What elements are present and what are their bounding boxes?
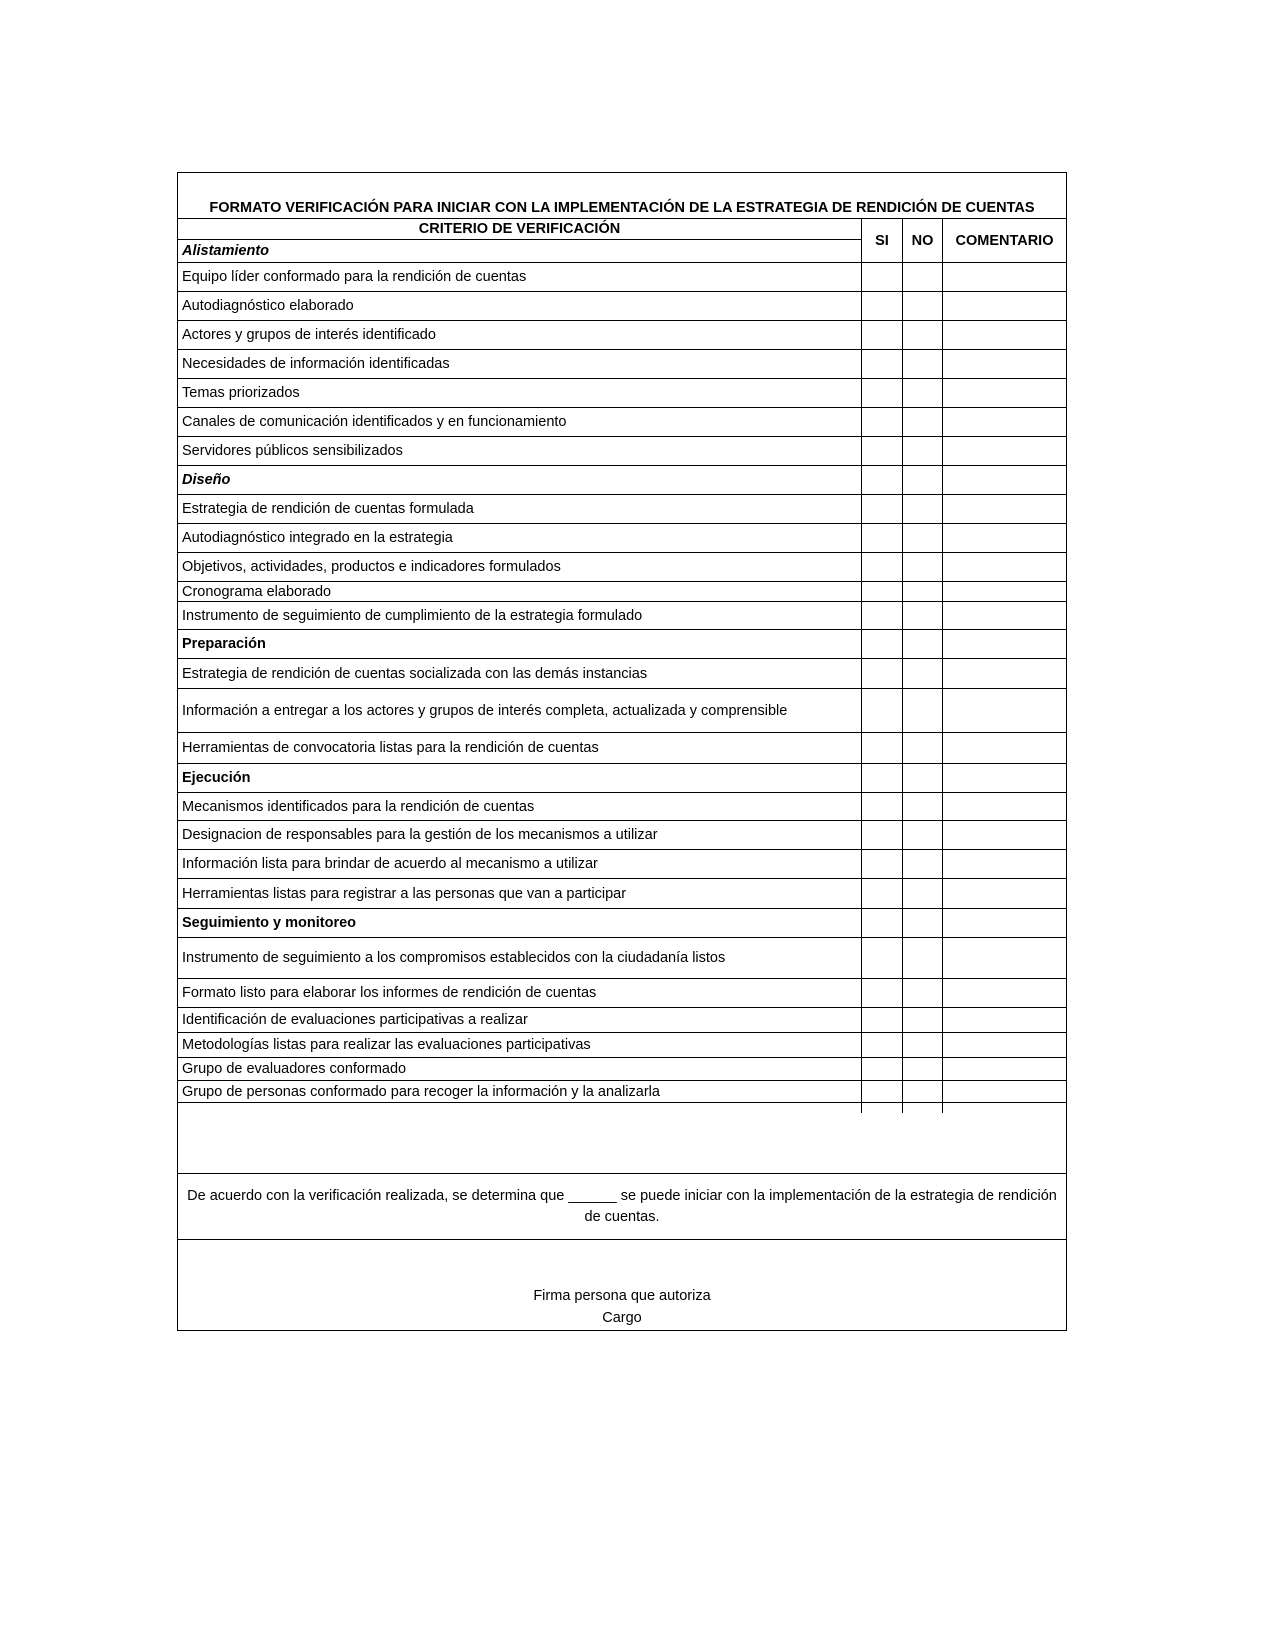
no-checkbox-cell[interactable]	[902, 1033, 942, 1057]
section-alistamiento: Alistamiento	[182, 243, 270, 259]
criterio-cell: Cronograma elaborado	[182, 583, 332, 600]
section-label: Preparación	[182, 636, 266, 652]
criteria-rows	[178, 262, 1066, 1113]
si-checkbox-cell[interactable]	[861, 1103, 902, 1113]
si-checkbox-cell[interactable]	[861, 263, 902, 291]
table-row	[178, 978, 1066, 1007]
table-row	[178, 658, 1066, 688]
criterio-cell: Autodiagnóstico elaborado	[182, 298, 354, 314]
si-checkbox-cell[interactable]	[861, 979, 902, 1007]
table-row	[178, 878, 1066, 908]
comentario-cell[interactable]	[942, 1081, 1066, 1102]
comentario-cell[interactable]	[942, 1008, 1066, 1032]
comentario-cell[interactable]	[942, 733, 1066, 763]
si-column-header: SI	[861, 219, 902, 262]
criterio-cell: Necesidades de información identificadas	[182, 356, 450, 372]
no-column-header: NO	[902, 219, 942, 262]
si-checkbox-cell[interactable]	[861, 379, 902, 407]
no-checkbox-cell[interactable]	[902, 553, 942, 581]
si-checkbox-cell[interactable]	[861, 437, 902, 465]
si-checkbox-cell[interactable]	[861, 879, 902, 908]
section-row	[178, 629, 1066, 658]
si-checkbox-cell[interactable]	[861, 1008, 902, 1032]
no-checkbox-cell[interactable]	[902, 821, 942, 849]
si-checkbox-cell[interactable]	[861, 938, 902, 978]
no-checkbox-cell[interactable]	[902, 733, 942, 763]
si-checkbox-cell[interactable]	[861, 821, 902, 849]
comentario-cell[interactable]	[942, 979, 1066, 1007]
no-checkbox-cell[interactable]	[902, 850, 942, 878]
si-checkbox-cell[interactable]	[861, 350, 902, 378]
criterio-cell: Información lista para brindar de acuerdo al mecanismo a utilizar	[182, 856, 598, 872]
no-checkbox-cell[interactable]	[902, 630, 942, 658]
criterio-cell: Canales de comunicación identificados y en funcionamiento	[182, 414, 567, 430]
table-row	[178, 523, 1066, 552]
si-checkbox-cell[interactable]	[861, 466, 902, 494]
no-checkbox-cell[interactable]	[902, 379, 942, 407]
no-checkbox-cell[interactable]	[902, 495, 942, 523]
si-checkbox-cell[interactable]	[861, 630, 902, 658]
signature-line: Firma persona que autoriza	[533, 1288, 711, 1304]
section-label: Diseño	[182, 472, 231, 488]
criterio-cell: Autodiagnóstico integrado en la estrategia	[182, 530, 453, 546]
no-checkbox-cell[interactable]	[902, 1008, 942, 1032]
no-checkbox-cell[interactable]	[902, 292, 942, 320]
criterio-cell: Herramientas de convocatoria listas para la rendición de cuentas	[182, 740, 599, 756]
si-checkbox-cell[interactable]	[861, 524, 902, 552]
comentario-cell[interactable]	[942, 689, 1066, 732]
criterio-cell: Equipo líder conformado para la rendición de cuentas	[182, 269, 527, 285]
no-checkbox-cell[interactable]	[902, 659, 942, 688]
comentario-cell[interactable]	[942, 379, 1066, 407]
table-row	[178, 320, 1066, 349]
criterio-cell: Servidores públicos sensibilizados	[182, 443, 403, 459]
criterio-cell: Mecanismos identificados para la rendición de cuentas	[182, 798, 535, 815]
comentario-cell[interactable]	[942, 263, 1066, 291]
si-checkbox-cell[interactable]	[861, 850, 902, 878]
no-checkbox-cell[interactable]	[902, 350, 942, 378]
section-row	[178, 465, 1066, 494]
comentario-cell[interactable]	[942, 764, 1066, 792]
criterio-cell: Designacion de responsables para la gestión de los mecanismos a utilizar	[182, 827, 658, 843]
si-checkbox-cell[interactable]	[861, 689, 902, 732]
comentario-column-header: COMENTARIO	[942, 219, 1066, 262]
si-checkbox-cell[interactable]	[861, 793, 902, 820]
si-checkbox-cell[interactable]	[861, 659, 902, 688]
no-checkbox-cell[interactable]	[902, 263, 942, 291]
table-row	[178, 820, 1066, 849]
table-row	[178, 494, 1066, 523]
criterio-cell: Instrumento de seguimiento a los compromisos establecidos con la ciudadanía listos	[182, 950, 726, 966]
criterio-cell: Estrategia de rendición de cuentas socializada con las demás instancias	[182, 665, 648, 682]
si-checkbox-cell[interactable]	[861, 1058, 902, 1080]
criterio-cell: Instrumento de seguimiento de cumplimiento de la estrategia formulado	[182, 607, 643, 624]
si-checkbox-cell[interactable]	[861, 292, 902, 320]
comentario-cell[interactable]	[942, 582, 1066, 601]
comentario-cell[interactable]	[942, 408, 1066, 436]
criterio-cell: Temas priorizados	[182, 385, 300, 401]
table-row	[178, 792, 1066, 820]
criterio-cell: Identificación de evaluaciones participativas a realizar	[182, 1012, 528, 1028]
criterio-cell: Objetivos, actividades, productos e indicadores formulados	[182, 559, 561, 575]
comentario-cell[interactable]	[942, 630, 1066, 658]
section-label: Ejecución	[182, 770, 251, 786]
criterio-cell: Formato listo para elaborar los informes de rendición de cuentas	[182, 985, 597, 1001]
no-checkbox-cell[interactable]	[902, 437, 942, 465]
comentario-cell[interactable]	[942, 1058, 1066, 1080]
no-checkbox-cell[interactable]	[902, 909, 942, 937]
criterio-cell: Herramientas listas para registrar a las personas que van a participar	[182, 885, 627, 902]
signature-block	[178, 1285, 1066, 1329]
form-title: FORMATO VERIFICACIÓN PARA INICIAR CON LA IMPLEMENTACIÓN DE LA ESTRATEGIA DE RENDICIÓN DE CUENTAS	[178, 173, 1066, 219]
section-row	[178, 763, 1066, 792]
comentario-cell[interactable]	[942, 659, 1066, 688]
table-row	[178, 1057, 1066, 1080]
table-row	[178, 262, 1066, 291]
si-checkbox-cell[interactable]	[861, 321, 902, 349]
criterio-cell: Grupo de personas conformado para recoger la información y la analizarla	[182, 1083, 660, 1100]
comentario-cell[interactable]	[942, 350, 1066, 378]
no-checkbox-cell[interactable]	[902, 321, 942, 349]
comentario-cell[interactable]	[942, 793, 1066, 820]
si-checkbox-cell[interactable]	[861, 733, 902, 763]
verification-form	[177, 172, 1067, 1331]
conclusion-text: De acuerdo con la verificación realizada, se determina que ______ se puede iniciar con la implementación de la estrategia de rendición de cuentas.	[178, 1173, 1066, 1240]
criterio-cell: Grupo de evaluadores conformado	[182, 1061, 407, 1077]
comentario-cell[interactable]	[942, 938, 1066, 978]
comentario-cell[interactable]	[942, 437, 1066, 465]
section-row	[178, 908, 1066, 937]
no-checkbox-cell[interactable]	[902, 408, 942, 436]
si-checkbox-cell[interactable]	[861, 909, 902, 937]
table-row	[178, 378, 1066, 407]
table-row	[178, 601, 1066, 629]
comentario-cell[interactable]	[942, 909, 1066, 937]
no-checkbox-cell[interactable]	[902, 466, 942, 494]
table-row	[178, 407, 1066, 436]
table-row	[178, 1080, 1066, 1102]
table-row	[178, 688, 1066, 732]
table-row	[178, 552, 1066, 581]
section-label: Seguimiento y monitoreo	[182, 915, 357, 931]
no-checkbox-cell[interactable]	[902, 879, 942, 908]
si-checkbox-cell[interactable]	[861, 602, 902, 629]
si-checkbox-cell[interactable]	[861, 553, 902, 581]
comentario-cell[interactable]	[942, 1103, 1066, 1113]
no-checkbox-cell[interactable]	[902, 793, 942, 820]
comentario-cell[interactable]	[942, 292, 1066, 320]
no-checkbox-cell[interactable]	[902, 602, 942, 629]
no-checkbox-cell[interactable]	[902, 938, 942, 978]
signature-position: Cargo	[602, 1310, 642, 1326]
no-checkbox-cell[interactable]	[902, 1081, 942, 1102]
table-row	[178, 849, 1066, 878]
table-row	[178, 581, 1066, 601]
comentario-cell[interactable]	[942, 879, 1066, 908]
table-row	[178, 1102, 1066, 1113]
si-checkbox-cell[interactable]	[861, 495, 902, 523]
no-checkbox-cell[interactable]	[902, 764, 942, 792]
comentario-cell[interactable]	[942, 1033, 1066, 1057]
criterio-cell	[178, 1103, 861, 1113]
comentario-cell[interactable]	[942, 553, 1066, 581]
comentario-cell[interactable]	[942, 821, 1066, 849]
table-row	[178, 436, 1066, 465]
no-checkbox-cell[interactable]	[902, 1058, 942, 1080]
si-checkbox-cell[interactable]	[861, 764, 902, 792]
si-checkbox-cell[interactable]	[861, 1081, 902, 1102]
no-checkbox-cell[interactable]	[902, 689, 942, 732]
table-row	[178, 1007, 1066, 1032]
criterio-cell: Estrategia de rendición de cuentas formulada	[182, 501, 474, 517]
table-row	[178, 937, 1066, 978]
table-row	[178, 732, 1066, 763]
criterio-cell: Actores y grupos de interés identificado	[182, 327, 436, 343]
comentario-cell[interactable]	[942, 602, 1066, 629]
si-checkbox-cell[interactable]	[861, 408, 902, 436]
criterio-column-header: CRITERIO DE VERIFICACIÓN	[178, 219, 861, 240]
comentario-cell[interactable]	[942, 495, 1066, 523]
no-checkbox-cell[interactable]	[902, 524, 942, 552]
comentario-cell[interactable]	[942, 466, 1066, 494]
table-row	[178, 1032, 1066, 1057]
no-checkbox-cell[interactable]	[902, 582, 942, 601]
si-checkbox-cell[interactable]	[861, 1033, 902, 1057]
criterio-cell: Metodologías listas para realizar las evaluaciones participativas	[182, 1037, 591, 1053]
no-checkbox-cell[interactable]	[902, 979, 942, 1007]
table-row	[178, 291, 1066, 320]
si-checkbox-cell[interactable]	[861, 582, 902, 601]
no-checkbox-cell[interactable]	[902, 1103, 942, 1113]
comentario-cell[interactable]	[942, 850, 1066, 878]
criterio-cell: Información a entregar a los actores y grupos de interés completa, actualizada y comprensible	[182, 702, 788, 719]
comentario-cell[interactable]	[942, 321, 1066, 349]
table-row	[178, 349, 1066, 378]
comentario-cell[interactable]	[942, 524, 1066, 552]
